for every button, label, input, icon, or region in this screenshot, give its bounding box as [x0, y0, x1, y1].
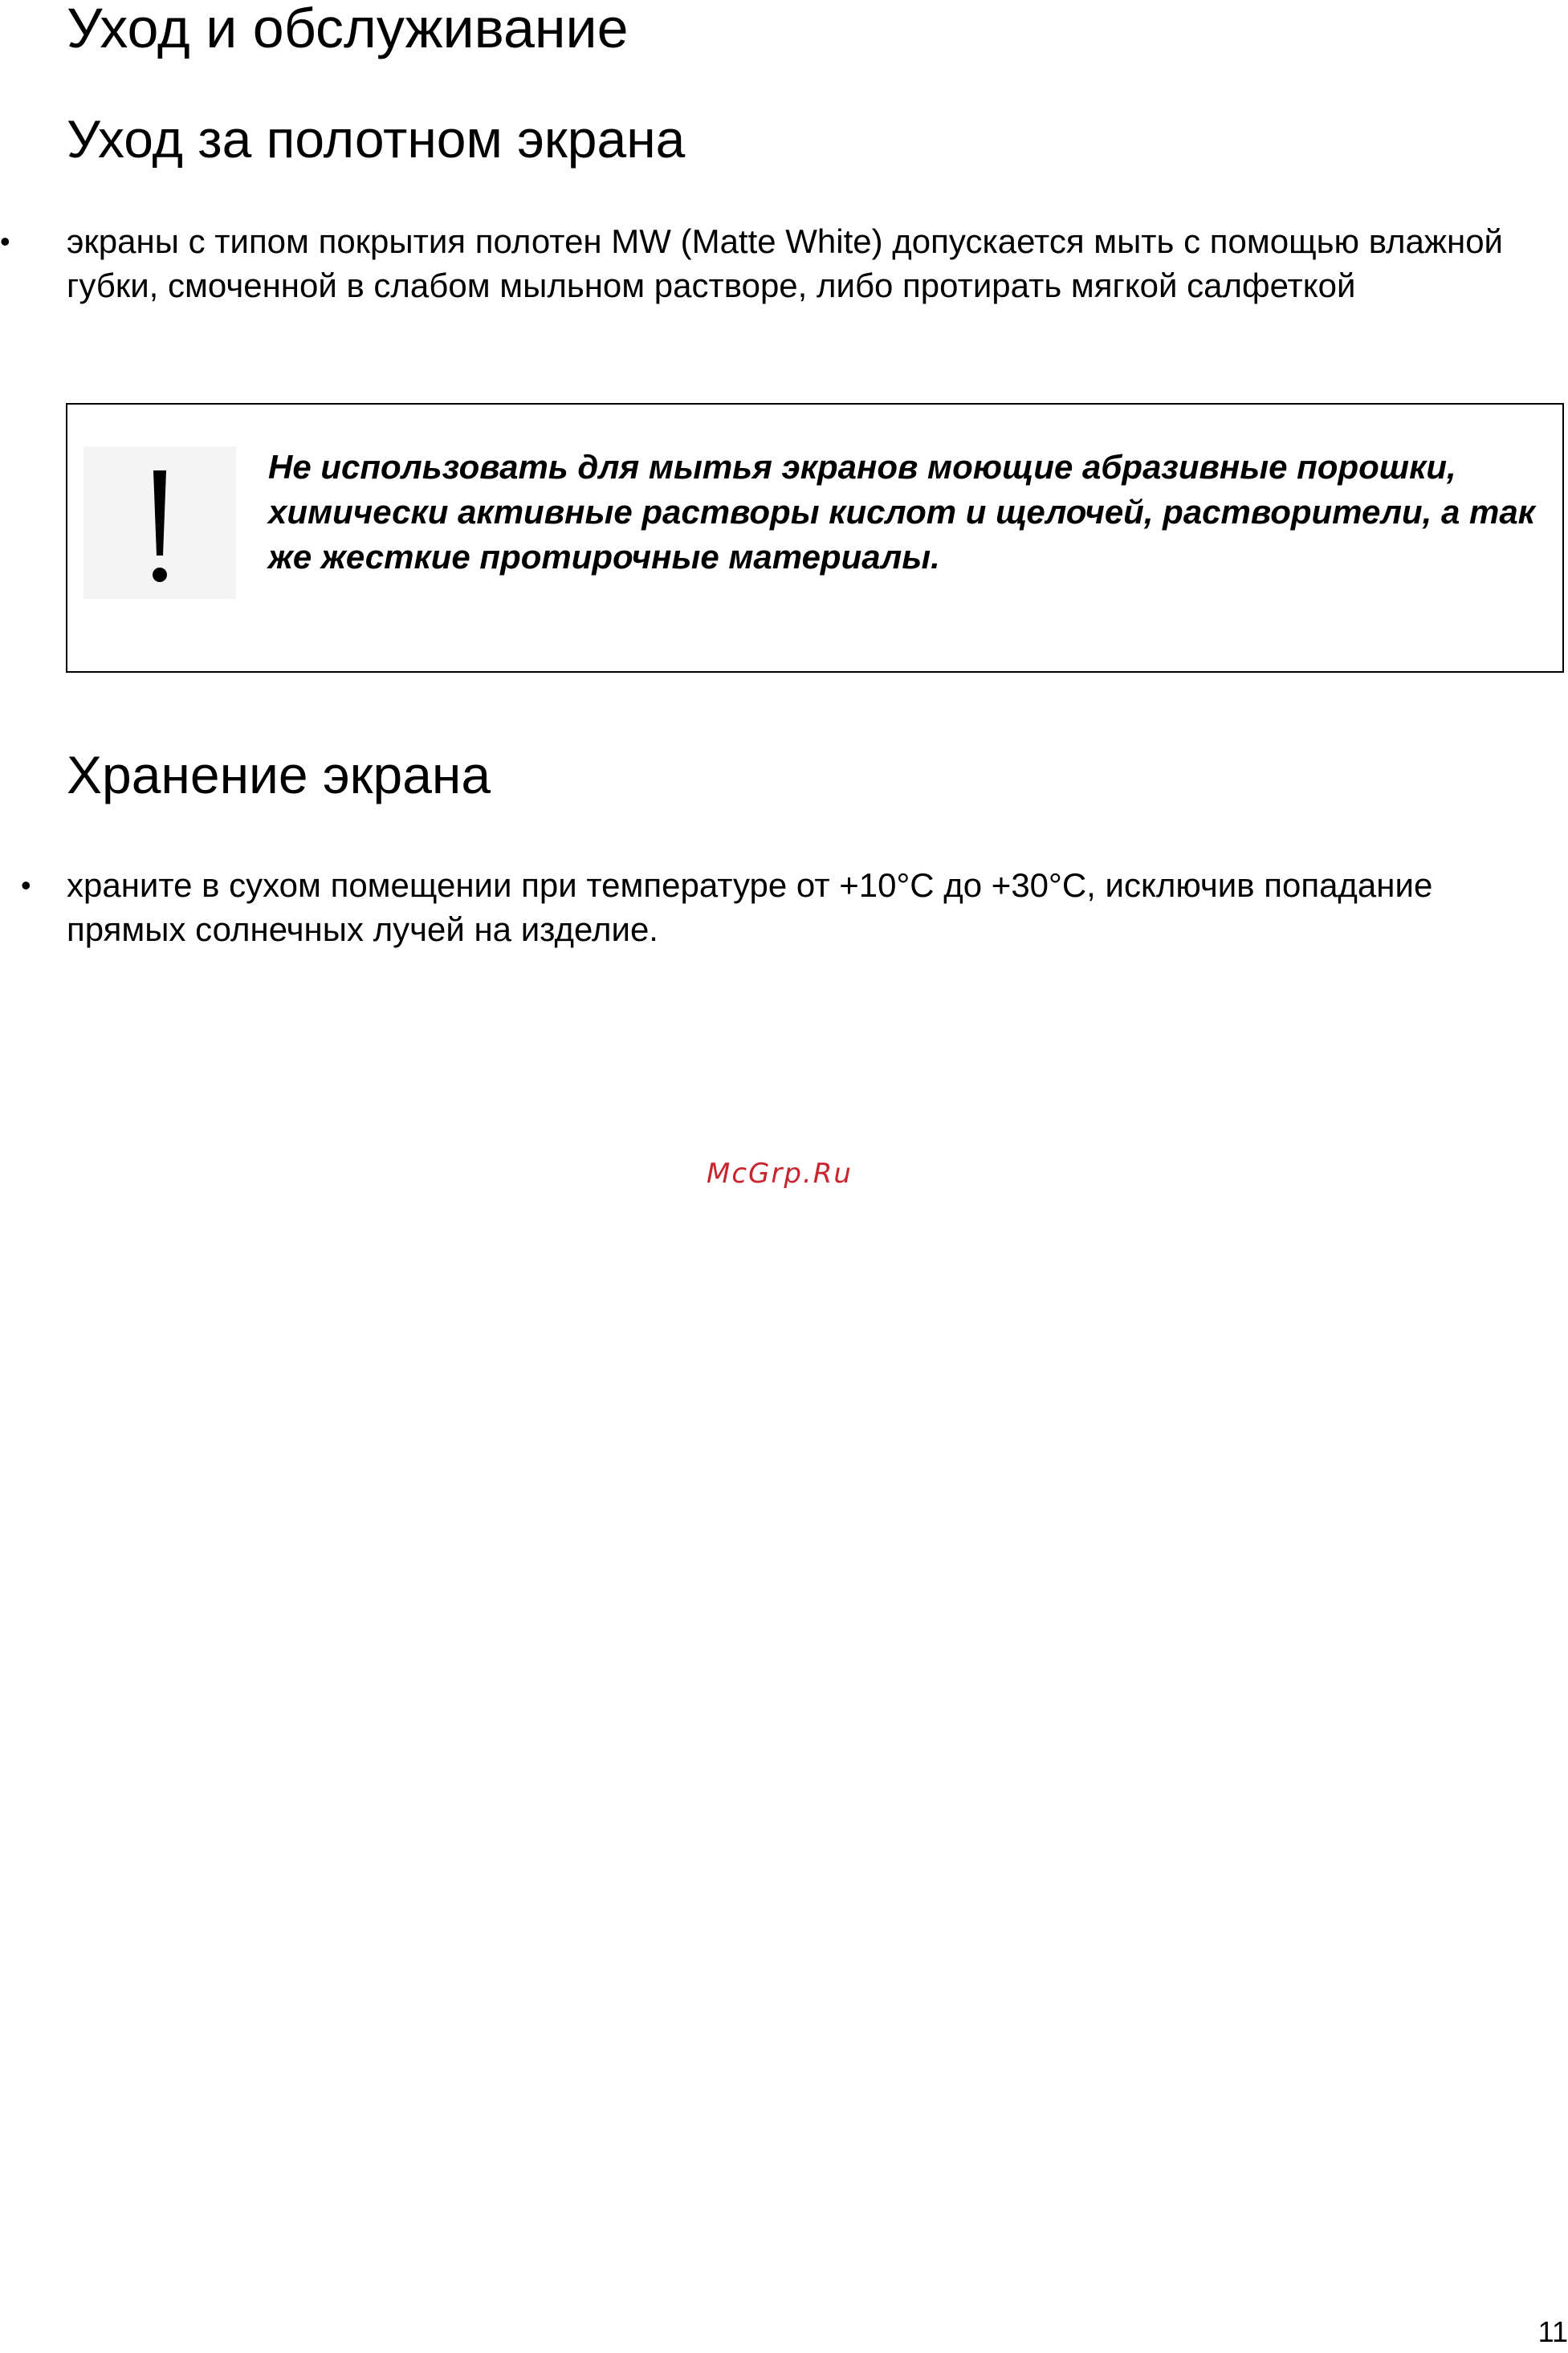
- bullet-marker: •: [0, 225, 10, 258]
- warning-box: [66, 403, 1564, 673]
- list-item-cleaning: экраны с типом покрытия полотен MW (Matte White) допускается мыть с помощью влажной губки, смоченной в слабом мыльном растворе, либо протирать мягкой салфеткой: [67, 222, 1504, 304]
- watermark-text: McGrp.Ru: [707, 1158, 853, 1190]
- list-item-storage: храните в сухом помещении при температуре от +10°С до +30°С, исключив попадание прямых солнечных лучей на изделие.: [67, 866, 1433, 948]
- exclamation-icon: [83, 446, 236, 599]
- warning-text: Не использовать для мытья экранов моющие абразивные порошки, химически активные растворы кислот и щелочей, растворители, а так же жесткие протирочные материалы.: [268, 448, 1535, 576]
- page-title: Уход и обслуживание: [67, 0, 629, 59]
- page-number: 11: [1537, 2315, 1568, 2348]
- section-heading-screen-storage: Хранение экрана: [67, 745, 491, 804]
- bullet-marker: •: [21, 869, 31, 902]
- section-heading-screen-care: Уход за полотном экрана: [67, 109, 686, 169]
